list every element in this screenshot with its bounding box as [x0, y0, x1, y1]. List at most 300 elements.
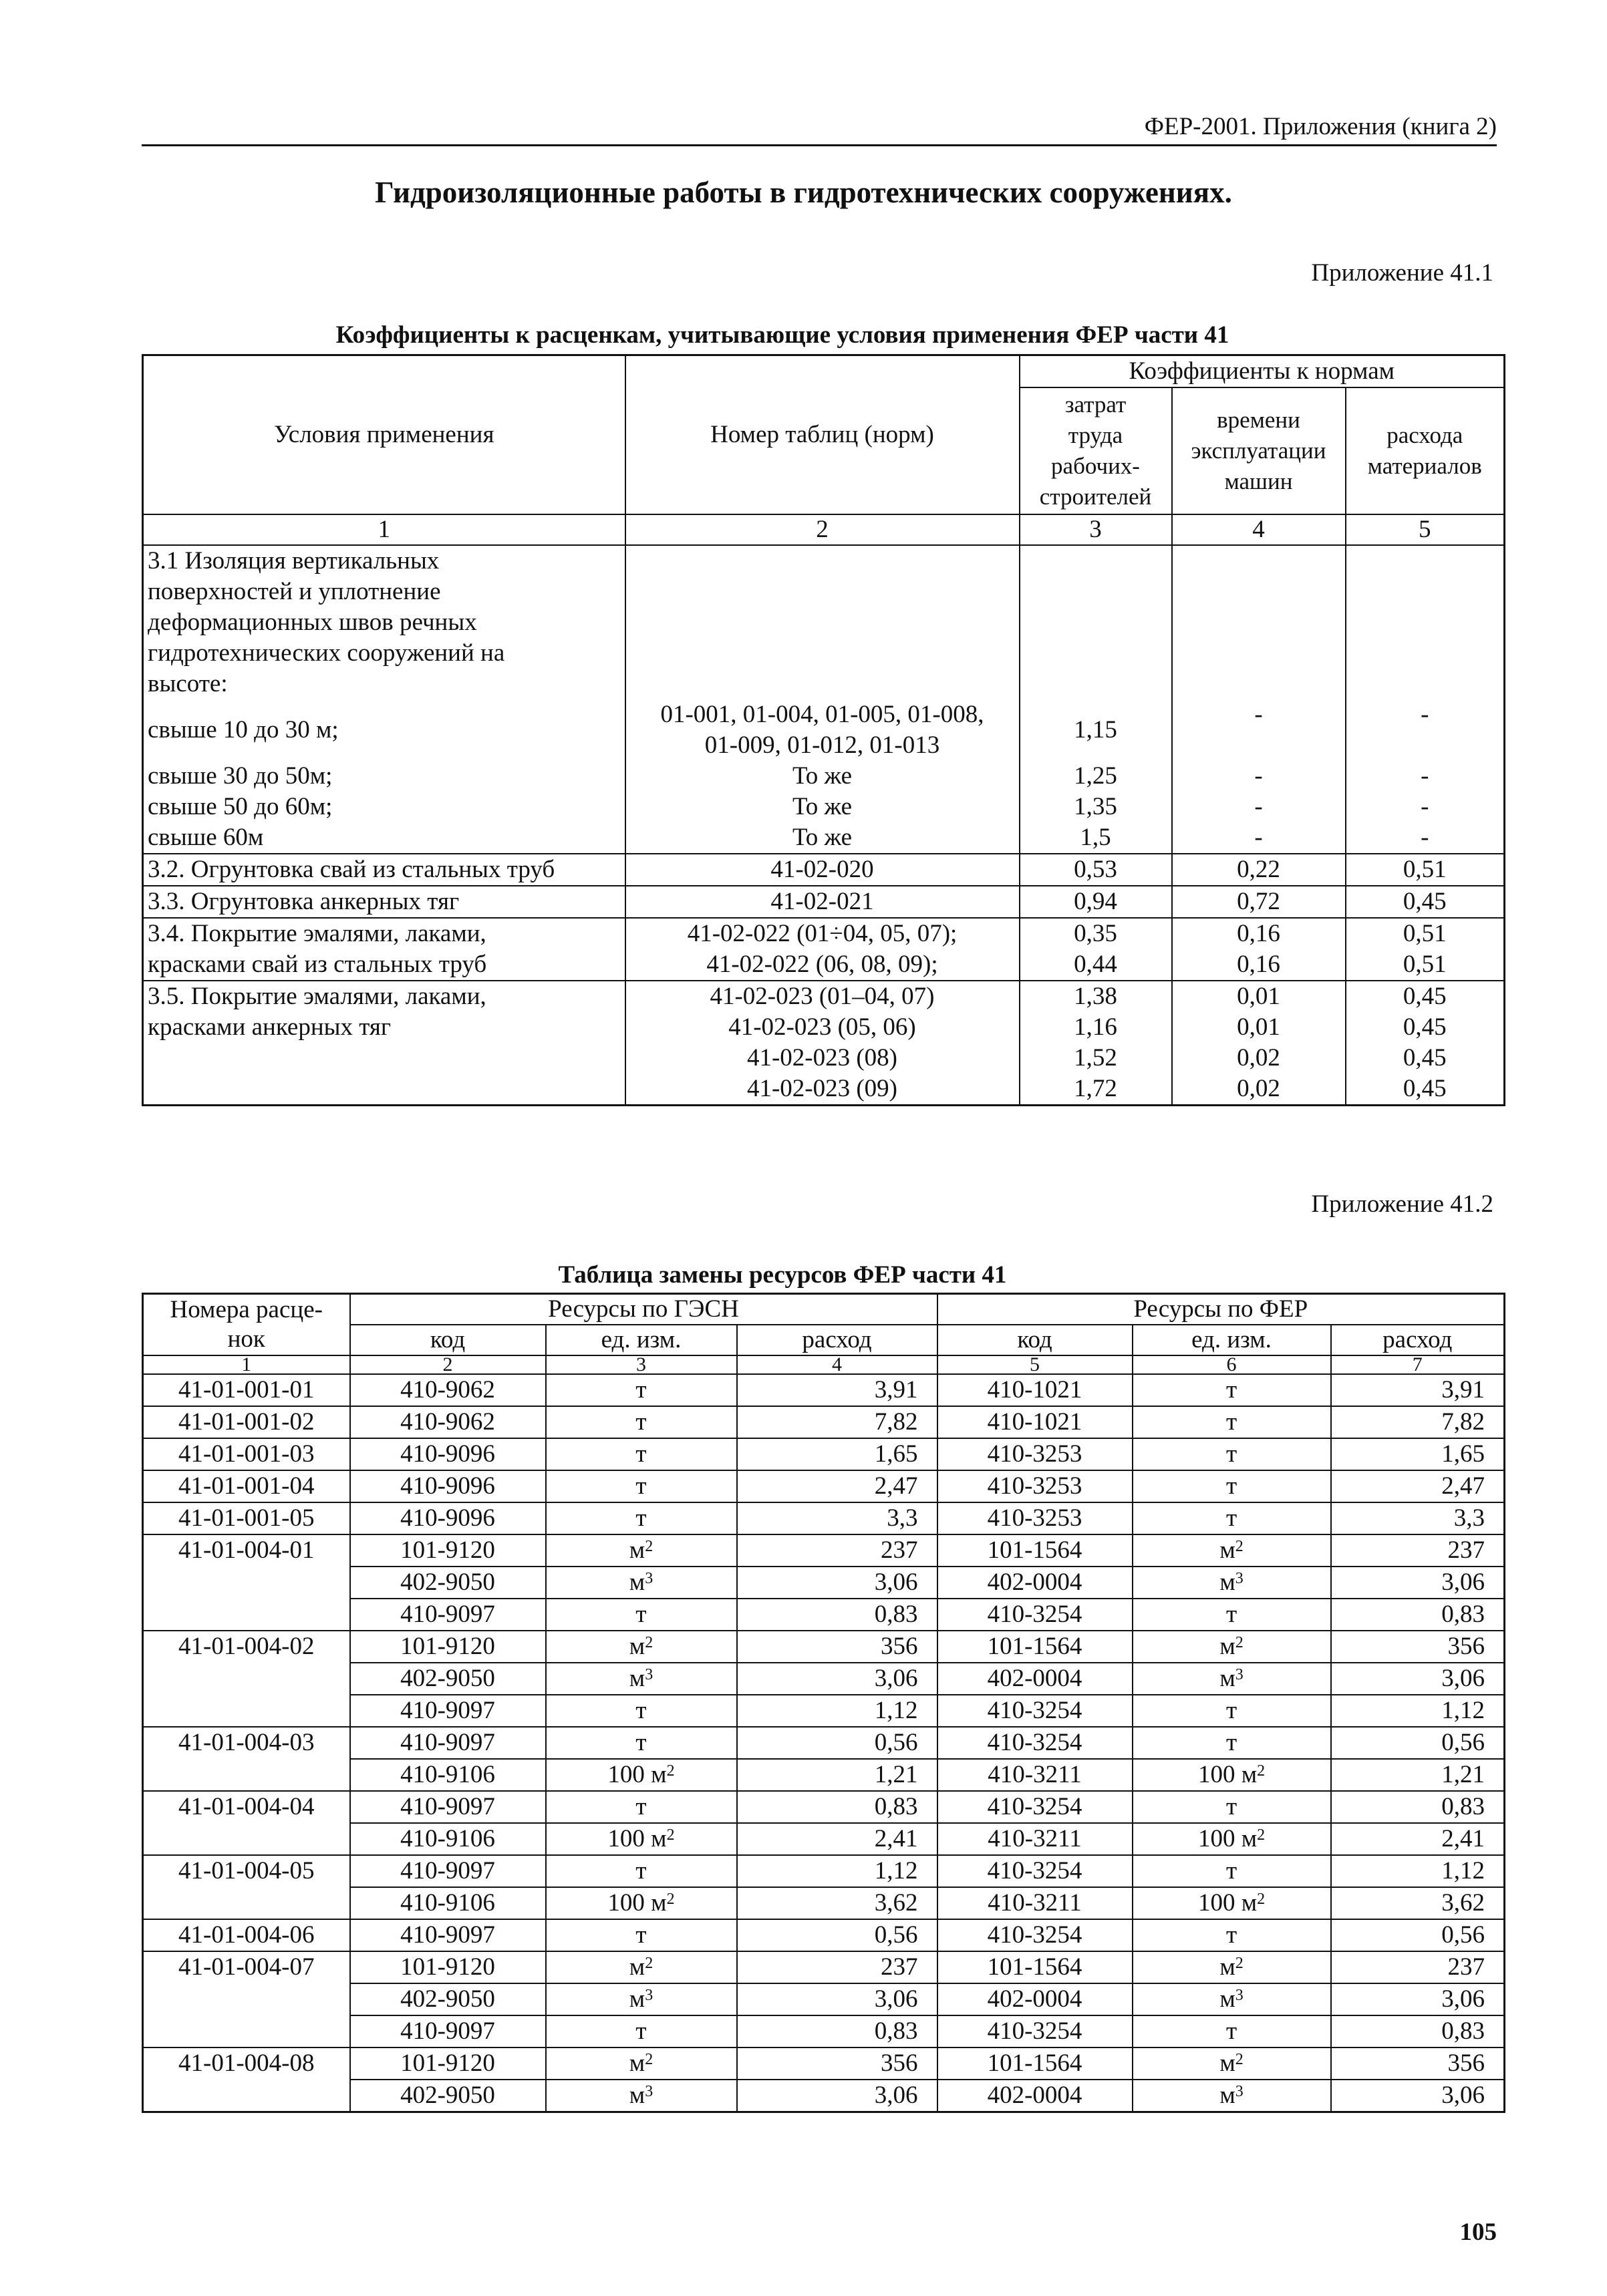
gesn-usage-cell-text: 0,56: [874, 1921, 918, 1949]
gesn-usage-cell-text: 3,62: [874, 1889, 918, 1917]
table-row: [143, 1502, 1505, 1534]
section-3-4-row: 3.4. Покрытие эмалями, лаками, красками свай из стальных труб 41-02-022 (01÷04, 05, 07); 41-02-022 (06, 08, 09); 0,35 0,44 0,16 0,16 0,51 0,51: [143, 918, 1505, 981]
fer-code-cell: [937, 1599, 1133, 1631]
gesn-code-cell-text: 410-9096: [400, 1504, 495, 1532]
fer-unit-cell: [1133, 1502, 1331, 1534]
fer-unit-cell: [1133, 1855, 1331, 1887]
rate-number-cell: 41-01-004-03: [143, 1727, 350, 1791]
gesn-usage-cell: [737, 1406, 937, 1438]
fer-unit-cell-text: т: [1225, 1697, 1237, 1724]
gesn-usage-cell: [737, 1374, 937, 1406]
gesn-code-cell: [350, 1983, 546, 2015]
fer-unit-cell-text: т: [1225, 1601, 1237, 1628]
gesn-usage-cell: [737, 1567, 937, 1599]
gesn-unit-cell: [546, 1631, 737, 1663]
unit-exponent: 2: [666, 1762, 675, 1780]
unit-exponent: 2: [1257, 1826, 1266, 1844]
gesn-code-cell: [350, 1919, 546, 1951]
gesn-code-cell-text: 410-9106: [400, 1889, 495, 1917]
fer-usage-cell: [1331, 2047, 1505, 2080]
gesn-usage-cell-text: 3,06: [874, 1985, 918, 2013]
rate-number-cell: 41-01-004-07: [143, 1951, 350, 2047]
fer-usage-cell: [1331, 2080, 1505, 2112]
gesn-code-cell: [350, 1631, 546, 1663]
unit-exponent: 2: [1257, 1891, 1266, 1908]
gesn-unit-cell: [546, 1823, 737, 1855]
fer-usage-cell: [1331, 1919, 1505, 1951]
header-materials: расхода материалов: [1346, 387, 1505, 514]
gesn-unit-cell-text: т: [635, 1472, 647, 1500]
fer-usage-cell-text: 3,3: [1453, 1504, 1485, 1532]
fer-code-cell: [937, 1855, 1133, 1887]
gesn-code-cell-text: 410-9106: [400, 1761, 495, 1788]
fer-unit-cell: [1133, 1983, 1331, 2015]
fer-unit-cell-text: т: [1225, 1729, 1237, 1756]
gesn-code-cell-text: 402-9050: [400, 1569, 495, 1596]
fer-code-cell-text: 410-3253: [987, 1472, 1082, 1500]
fer-usage-cell: [1331, 1470, 1505, 1502]
fer-code-cell-text: 410-3254: [987, 1729, 1082, 1756]
fer-code-cell: [937, 2080, 1133, 2112]
fer-unit-cell: [1133, 1791, 1331, 1823]
gesn-unit-cell-text: 100 м: [607, 1761, 667, 1788]
gesn-code-cell: [350, 2015, 546, 2047]
fer-code-cell: [937, 1534, 1133, 1567]
unit-exponent: 2: [1257, 1762, 1266, 1780]
fer-code-cell: [937, 1438, 1133, 1470]
fer-usage-cell-text: 1,65: [1441, 1440, 1485, 1468]
fer-usage-cell-text: 3,06: [1441, 2082, 1485, 2109]
gesn-unit-cell-text: м: [629, 1953, 645, 1981]
fer-code-cell-text: 101-1564: [987, 1536, 1082, 1564]
table-row: [143, 1631, 1505, 1663]
table-row: [143, 2047, 1505, 2080]
fer-unit-cell: [1133, 1759, 1331, 1791]
gesn-unit-cell: [546, 2080, 737, 2112]
resource-replacement-table: [142, 1293, 1505, 2113]
gesn-unit-cell: [546, 1567, 737, 1599]
rate-number-cell: 41-01-004-06: [143, 1919, 350, 1951]
gesn-code-cell-text: 410-9062: [400, 1376, 495, 1404]
unit-exponent: 2: [666, 1891, 675, 1908]
fer-usage-cell-text: 0,56: [1441, 1729, 1485, 1756]
header-fer: Ресурсы по ФЕР: [937, 1294, 1505, 1325]
fer-usage-cell-text: 7,82: [1441, 1408, 1485, 1436]
fer-code-cell: [937, 1695, 1133, 1727]
fer-code-cell-text: 410-3254: [987, 1601, 1082, 1628]
gesn-unit-cell-text: т: [635, 1921, 647, 1949]
table-row: [143, 1534, 1505, 1567]
fer-unit-cell-text: м: [1219, 2049, 1235, 2077]
fer-unit-cell: [1133, 1887, 1331, 1919]
gesn-usage-cell-text: 0,56: [874, 1729, 918, 1756]
fer-unit-cell-text: т: [1225, 1504, 1237, 1532]
fer-usage-cell-text: 3,06: [1441, 1569, 1485, 1596]
gesn-usage-cell: [737, 1919, 937, 1951]
gesn-usage-cell: [737, 1983, 937, 2015]
gesn-code-cell: [350, 2047, 546, 2080]
fer-usage-cell-text: 1,12: [1441, 1857, 1485, 1884]
gesn-unit-cell: [546, 1983, 737, 2015]
section-3-1-materials: - - - -: [1346, 545, 1505, 854]
fer-code-cell: [937, 1663, 1133, 1695]
fer-usage-cell: [1331, 1727, 1505, 1759]
header-conditions: Условия применения: [143, 355, 625, 515]
fer-code-cell-text: 101-1564: [987, 1633, 1082, 1660]
gesn-usage-cell: [737, 1631, 937, 1663]
gesn-usage-cell: [737, 1534, 937, 1567]
gesn-unit-cell: [546, 1406, 737, 1438]
gesn-usage-cell-text: 3,06: [874, 2082, 918, 2109]
fer-unit-cell-text: т: [1225, 1408, 1237, 1436]
fer-usage-cell-text: 0,56: [1441, 1921, 1485, 1949]
section-3-2-row: 3.2. Огрунтовка свай из стальных труб 41-02-020 0,53 0,22 0,51: [143, 854, 1505, 886]
table-row: [143, 1438, 1505, 1470]
fer-code-cell: [937, 2047, 1133, 2080]
gesn-usage-cell: [737, 1887, 937, 1919]
fer-code-cell-text: 101-1564: [987, 2049, 1082, 2077]
fer-usage-cell: [1331, 1791, 1505, 1823]
fer-usage-cell: [1331, 1759, 1505, 1791]
gesn-code-cell-text: 101-9120: [400, 1953, 495, 1981]
gesn-code-cell-text: 101-9120: [400, 1633, 495, 1660]
fer-unit-cell: [1133, 1663, 1331, 1695]
fer-code-cell-text: 402-0004: [987, 1665, 1082, 1692]
gesn-unit-cell: [546, 1502, 737, 1534]
fer-usage-cell-text: 0,83: [1441, 2017, 1485, 2045]
gesn-usage-cell: [737, 2015, 937, 2047]
fer-code-cell-text: 410-3254: [987, 2017, 1082, 2045]
gesn-code-cell-text: 410-9097: [400, 1601, 495, 1628]
fer-usage-cell-text: 3,62: [1441, 1889, 1485, 1917]
rate-number-cell: 41-01-004-02: [143, 1631, 350, 1727]
gesn-code-cell: [350, 1791, 546, 1823]
unit-exponent: 2: [666, 1826, 675, 1844]
gesn-unit-cell-text: т: [635, 1376, 647, 1404]
gesn-usage-cell-text: 3,06: [874, 1665, 918, 1692]
header-gesn: Ресурсы по ГЭСН: [350, 1294, 937, 1325]
gesn-code-cell-text: 101-9120: [400, 2049, 495, 2077]
rate-number-cell: 41-01-001-03: [143, 1438, 350, 1470]
fer-code-cell-text: 101-1564: [987, 1953, 1082, 1981]
table2-caption: Таблица замены ресурсов ФЕР части 41: [558, 1261, 1007, 1289]
section-3-1-conditions: 3.1 Изоляция вертикальных поверхностей и уплотнение деформационных швов речных гидротехнических сооружений на высоте: свыше 10 до 30 м; свыше 30 до 50м; свыше 50 до 60м; свыше 60м: [143, 545, 625, 854]
gesn-code-cell: [350, 1470, 546, 1502]
table-row: [143, 1919, 1505, 1951]
header-gesn-code: код: [350, 1325, 546, 1355]
unit-exponent: 3: [645, 1987, 653, 2004]
header-fer-unit: ед. изм.: [1133, 1325, 1331, 1355]
gesn-usage-cell: [737, 1438, 937, 1470]
gesn-unit-cell-text: 100 м: [607, 1825, 667, 1852]
fer-code-cell: [937, 1502, 1133, 1534]
gesn-code-cell: [350, 1438, 546, 1470]
gesn-usage-cell: [737, 1502, 937, 1534]
fer-unit-cell-text: 100 м: [1197, 1761, 1258, 1788]
fer-usage-cell: [1331, 1534, 1505, 1567]
fer-unit-cell: [1133, 1470, 1331, 1502]
fer-code-cell: [937, 1919, 1133, 1951]
fer-code-cell-text: 410-3254: [987, 1921, 1082, 1949]
gesn-unit-cell-text: м: [629, 1985, 645, 2013]
header-rate-numbers: Номера расце- нок: [143, 1294, 350, 1356]
gesn-usage-cell: [737, 1855, 937, 1887]
gesn-unit-cell-text: м: [629, 1569, 645, 1596]
rate-number-cell: 41-01-004-08: [143, 2047, 350, 2112]
fer-usage-cell: [1331, 1438, 1505, 1470]
fer-code-cell-text: 410-3254: [987, 1697, 1082, 1724]
fer-unit-cell-text: т: [1225, 1793, 1237, 1820]
fer-unit-cell-text: т: [1225, 1440, 1237, 1468]
unit-exponent: 3: [645, 1570, 653, 1587]
table-row: [143, 1374, 1505, 1406]
gesn-code-cell-text: 402-9050: [400, 2082, 495, 2109]
fer-usage-cell: [1331, 1695, 1505, 1727]
fer-unit-cell-text: т: [1225, 2017, 1237, 2045]
gesn-unit-cell: [546, 1599, 737, 1631]
rate-number-cell: 41-01-001-04: [143, 1470, 350, 1502]
gesn-unit-cell: [546, 1470, 737, 1502]
gesn-usage-cell-text: 3,3: [887, 1504, 918, 1532]
fer-unit-cell-text: м: [1219, 1536, 1235, 1564]
fer-unit-cell: [1133, 2015, 1331, 2047]
fer-unit-cell: [1133, 1727, 1331, 1759]
gesn-unit-cell: [546, 1759, 737, 1791]
fer-unit-cell-text: т: [1225, 1921, 1237, 1949]
fer-usage-cell-text: 1,12: [1441, 1697, 1485, 1724]
fer-code-cell-text: 410-3254: [987, 1793, 1082, 1820]
gesn-unit-cell: [546, 1887, 737, 1919]
fer-unit-cell-text: м: [1219, 2082, 1235, 2109]
gesn-code-cell: [350, 1374, 546, 1406]
fer-code-cell-text: 410-3211: [988, 1761, 1082, 1788]
gesn-usage-cell: [737, 1791, 937, 1823]
rate-number-cell: 41-01-004-05: [143, 1855, 350, 1919]
gesn-usage-cell: [737, 1470, 937, 1502]
gesn-code-cell: [350, 1406, 546, 1438]
gesn-usage-cell: [737, 1663, 937, 1695]
unit-exponent: 2: [645, 1634, 653, 1651]
gesn-usage-cell-text: 1,12: [874, 1697, 918, 1724]
gesn-code-cell-text: 410-9106: [400, 1825, 495, 1852]
header-table-numbers: Номер таблиц (норм): [625, 355, 1020, 515]
gesn-unit-cell: [546, 1951, 737, 1983]
fer-usage-cell: [1331, 1951, 1505, 1983]
fer-code-cell: [937, 1470, 1133, 1502]
gesn-unit-cell: [546, 1791, 737, 1823]
fer-usage-cell: [1331, 1406, 1505, 1438]
gesn-unit-cell: [546, 2047, 737, 2080]
fer-code-cell: [937, 2015, 1133, 2047]
header-fer-code: код: [937, 1325, 1133, 1355]
header-fer-usage: расход: [1331, 1325, 1505, 1355]
resource-table-body: [143, 1374, 1505, 2112]
fer-unit-cell: [1133, 1406, 1331, 1438]
section-3-1-row: [143, 545, 1505, 854]
gesn-unit-cell: [546, 1919, 737, 1951]
fer-code-cell-text: 410-1021: [987, 1408, 1082, 1436]
header-gesn-unit: ед. изм.: [546, 1325, 737, 1355]
gesn-unit-cell: [546, 1534, 737, 1567]
gesn-usage-cell-text: 237: [881, 1953, 918, 1981]
gesn-usage-cell: [737, 1759, 937, 1791]
gesn-usage-cell-text: 0,83: [874, 2017, 918, 2045]
gesn-code-cell: [350, 1951, 546, 1983]
gesn-usage-cell-text: 0,83: [874, 1793, 918, 1820]
fer-unit-cell: [1133, 2047, 1331, 2080]
fer-unit-cell-text: т: [1225, 1472, 1237, 1500]
gesn-unit-cell-text: т: [635, 1857, 647, 1884]
fer-usage-cell-text: 1,21: [1441, 1761, 1485, 1788]
fer-unit-cell-text: м: [1219, 1985, 1235, 2013]
gesn-code-cell-text: 410-9097: [400, 1729, 495, 1756]
fer-code-cell-text: 402-0004: [987, 1569, 1082, 1596]
gesn-unit-cell-text: т: [635, 1504, 647, 1532]
fer-usage-cell-text: 237: [1447, 1953, 1485, 1981]
fer-code-cell-text: 410-3254: [987, 1857, 1082, 1884]
rate-number-cell: 41-01-001-01: [143, 1374, 350, 1406]
fer-unit-cell: [1133, 1695, 1331, 1727]
gesn-code-cell: [350, 1759, 546, 1791]
fer-usage-cell: [1331, 1599, 1505, 1631]
fer-usage-cell: [1331, 1567, 1505, 1599]
fer-unit-cell: [1133, 1951, 1331, 1983]
gesn-usage-cell-text: 0,83: [874, 1601, 918, 1628]
fer-unit-cell: [1133, 1599, 1331, 1631]
gesn-code-cell-text: 101-9120: [400, 1536, 495, 1564]
appendix-41-2-label: Приложение 41.2: [1311, 1190, 1493, 1218]
fer-unit-cell: [1133, 2080, 1331, 2112]
gesn-unit-cell-text: т: [635, 1601, 647, 1628]
gesn-usage-cell-text: 3,91: [874, 1376, 918, 1404]
unit-exponent: 3: [1235, 1666, 1244, 1683]
gesn-unit-cell: [546, 1438, 737, 1470]
table1-caption: Коэффициенты к расценкам, учитывающие условия применения ФЕР части 41: [335, 321, 1229, 349]
unit-exponent: 2: [1235, 1634, 1244, 1651]
coefficients-table: [142, 354, 1505, 1106]
gesn-usage-cell-text: 1,65: [874, 1440, 918, 1468]
fer-usage-cell: [1331, 2015, 1505, 2047]
fer-code-cell: [937, 1406, 1133, 1438]
gesn-code-cell-text: 410-9097: [400, 1697, 495, 1724]
fer-code-cell: [937, 1759, 1133, 1791]
gesn-usage-cell: [737, 1599, 937, 1631]
unit-exponent: 3: [1235, 2083, 1244, 2100]
table-row: [143, 1406, 1505, 1438]
header-rule: [142, 144, 1497, 146]
section-3-1-machines: - - - -: [1172, 545, 1346, 854]
unit-exponent: 3: [1235, 1570, 1244, 1587]
fer-unit-cell: [1133, 1919, 1331, 1951]
gesn-code-cell-text: 410-9097: [400, 1793, 495, 1820]
gesn-unit-cell-text: т: [635, 1793, 647, 1820]
gesn-unit-cell-text: т: [635, 1697, 647, 1724]
fer-usage-cell: [1331, 1374, 1505, 1406]
gesn-unit-cell-text: т: [635, 2017, 647, 2045]
gesn-code-cell: [350, 1855, 546, 1887]
header-coefficients: Коэффициенты к нормам: [1020, 355, 1505, 388]
header-gesn-usage: расход: [737, 1325, 937, 1355]
gesn-code-cell: [350, 1823, 546, 1855]
fer-usage-cell: [1331, 1823, 1505, 1855]
fer-usage-cell: [1331, 1887, 1505, 1919]
gesn-code-cell: [350, 1727, 546, 1759]
fer-unit-cell: [1133, 1631, 1331, 1663]
fer-code-cell-text: 410-3211: [988, 1825, 1082, 1852]
fer-usage-cell-text: 3,06: [1441, 1985, 1485, 2013]
gesn-usage-cell: [737, 1727, 937, 1759]
fer-unit-cell: [1133, 1567, 1331, 1599]
fer-usage-cell-text: 356: [1447, 1633, 1485, 1660]
section-3-3-row: 3.3. Огрунтовка анкерных тяг 41-02-021 0,94 0,72 0,45: [143, 886, 1505, 918]
gesn-unit-cell-text: т: [635, 1729, 647, 1756]
gesn-unit-cell-text: т: [635, 1440, 647, 1468]
gesn-code-cell: [350, 1663, 546, 1695]
rate-number-cell: 41-01-004-01: [143, 1534, 350, 1631]
rate-number-cell: 41-01-001-02: [143, 1406, 350, 1438]
table-row: [143, 1470, 1505, 1502]
gesn-usage-cell: [737, 1951, 937, 1983]
fer-code-cell: [937, 1951, 1133, 1983]
gesn-unit-cell-text: м: [629, 1665, 645, 1692]
page-number: 105: [1459, 2219, 1497, 2246]
gesn-code-cell: [350, 1502, 546, 1534]
gesn-unit-cell: [546, 1663, 737, 1695]
table-row: [143, 1727, 1505, 1759]
fer-usage-cell: [1331, 1631, 1505, 1663]
fer-code-cell: [937, 1631, 1133, 1663]
gesn-usage-cell: [737, 1823, 937, 1855]
gesn-unit-cell-text: м: [629, 2049, 645, 2077]
gesn-usage-cell-text: 237: [881, 1536, 918, 1564]
gesn-code-cell: [350, 1567, 546, 1599]
fer-unit-cell-text: м: [1219, 1633, 1235, 1660]
gesn-unit-cell-text: м: [629, 2082, 645, 2109]
gesn-usage-cell-text: 356: [881, 2049, 918, 2077]
fer-code-cell-text: 410-3211: [988, 1889, 1082, 1917]
header-machines: времени эксплуатации машин: [1172, 387, 1346, 514]
fer-unit-cell: [1133, 1823, 1331, 1855]
gesn-usage-cell: [737, 2080, 937, 2112]
gesn-unit-cell-text: м: [629, 1536, 645, 1564]
gesn-code-cell: [350, 1695, 546, 1727]
table-row: [143, 1951, 1505, 1983]
gesn-code-cell-text: 410-9097: [400, 1857, 495, 1884]
gesn-unit-cell: [546, 1855, 737, 1887]
gesn-usage-cell-text: 2,41: [874, 1825, 918, 1852]
gesn-code-cell-text: 410-9097: [400, 2017, 495, 2045]
gesn-code-cell-text: 410-9062: [400, 1408, 495, 1436]
gesn-usage-cell-text: 1,12: [874, 1857, 918, 1884]
fer-usage-cell: [1331, 1663, 1505, 1695]
gesn-unit-cell-text: м: [629, 1633, 645, 1660]
column-numbers-row: 1 2 3 4 5: [143, 514, 1505, 545]
fer-usage-cell-text: 356: [1447, 2049, 1485, 2077]
gesn-unit-cell: [546, 1695, 737, 1727]
fer-usage-cell-text: 0,83: [1441, 1601, 1485, 1628]
fer-code-cell: [937, 1374, 1133, 1406]
gesn-usage-cell: [737, 1695, 937, 1727]
unit-exponent: 2: [645, 1955, 653, 1972]
unit-exponent: 3: [645, 1666, 653, 1683]
appendix-41-1-label: Приложение 41.1: [1311, 259, 1493, 287]
gesn-code-cell: [350, 2080, 546, 2112]
fer-unit-cell: [1133, 1374, 1331, 1406]
fer-unit-cell-text: м: [1219, 1665, 1235, 1692]
fer-usage-cell-text: 0,83: [1441, 1793, 1485, 1820]
header-labor: затрат труда рабочих- строителей: [1020, 387, 1172, 514]
table-row: [143, 1855, 1505, 1887]
